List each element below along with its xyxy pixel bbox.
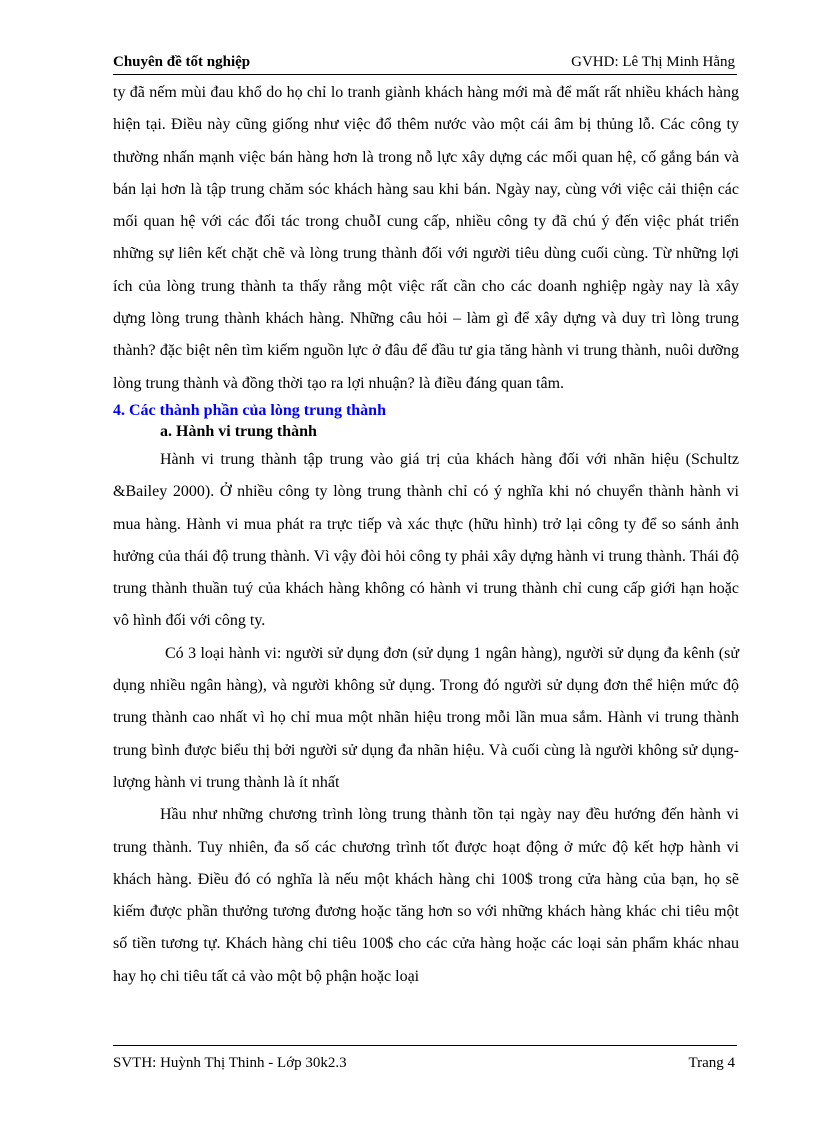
header-title: Chuyên đề tốt nghiệp — [113, 54, 251, 70]
page-header — [113, 52, 737, 75]
sub-heading: a. Hành vi trung thành — [160, 422, 317, 440]
footer-student: SVTH: Huỳnh Thị Thinh - Lớp 30k2.3 — [113, 1055, 347, 1071]
section-heading: 4. Các thành phần của lòng trung thành — [113, 401, 386, 419]
document-body — [113, 77, 739, 993]
paragraph-behavior-loyalty: Hành vi trung thành tập trung vào giá trị của khách hàng đối với nhãn hiệu (Schultz &Bailey 2000). Ở nhiều công ty lòng trung thành chỉ có ý nghĩa khi nó chuyển thành hành vi mua hàng. Hành vi mua phát ra trực tiếp và xác thực (hữu hình) trở lại công ty để so sánh ảnh hưởng của thái độ trung thành. Vì vậy đòi hỏi công ty phải xây dựng hành vi trung thành. Thái độ trung thành thuần tuý của khách hàng không có hành vi trung thành chỉ cung cấp giới hạn hoặc vô hình đối với công ty. — [113, 450, 739, 630]
header-advisor: GVHD: Lê Thị Minh Hằng — [571, 54, 735, 70]
intro-paragraph: ty đã nếm mùi đau khổ do họ chỉ lo tranh giành khách hàng mới mà để mất rất nhiều khách hàng hiện tại. Điều này cũng giống như việc đổ thêm nước vào một cái âm bị thủng lỗ. Các công ty thường nhấn mạnh việc bán hàng hơn là trong nỗ lực xây dựng các mối quan hệ, cố gắng bán và bán lại hơn là tập trung chăm sóc khách hàng sau khi bán. Ngày nay, cùng với việc cải thiện các mối quan hệ với các đối tác trong chuỗI cung cấp, nhiều công ty đã chú ý đến việc phát triển những sự liên kết chặt chẽ và lòng trung thành đối với người tiêu dùng cuối cùng. Từ những lợi ích của lòng trung thành ta thấy rằng một việc rất cần cho các doanh nghiệp ngày nay là xây dựng lòng trung thành khách hàng. Những câu hỏi – làm gì để xây dựng và duy trì lòng trung thành? đặc biệt nên tìm kiếm nguồn lực ở đâu để đầu tư gia tăng hành vi trung thành, nuôi dưỡng lòng trung thành và đồng thời tạo ra lợi nhuận? là điều đáng quan tâm. — [113, 84, 739, 392]
page-footer — [113, 1045, 737, 1074]
paragraph-loyalty-programs: Hầu như những chương trình lòng trung thành tồn tại ngày nay đều hướng đến hành vi trung thành. Tuy nhiên, đa số các chương trình tốt được hoạt động ở mức độ kết hợp hành vi khách hàng. Điều đó có nghĩa là nếu một khách hàng chi 100$ trong cửa hàng của bạn, họ sẽ kiếm được phần thưởng tương đương hoặc tăng hơn so với những khách hàng khác chi tiêu một số tiền tương tự. Khách hàng chi tiêu 100$ cho các cửa hàng hoặc các loại sản phẩm khác nhau hay họ chi tiêu tất cả vào một bộ phận hoặc loại — [113, 806, 739, 985]
paragraph-behavior-types: Có 3 loại hành vi: người sử dụng đơn (sử dụng 1 ngân hàng), người sử dụng đa kênh (sử dụng nhiều ngân hàng), và người không sử dụng. Trong đó người sử dụng đơn thể hiện mức độ trung thành cao nhất vì họ chỉ mua một nhãn hiệu trong mỗi lần mua sắm. Hành vi trung thành trung bình được biểu thị bởi người sử dụng đa nhãn hiệu. Và cuối cùng là người không sử dụng-lượng hành vi trung thành là ít nhất — [113, 644, 739, 791]
page-number: Trang 4 — [688, 1055, 735, 1071]
